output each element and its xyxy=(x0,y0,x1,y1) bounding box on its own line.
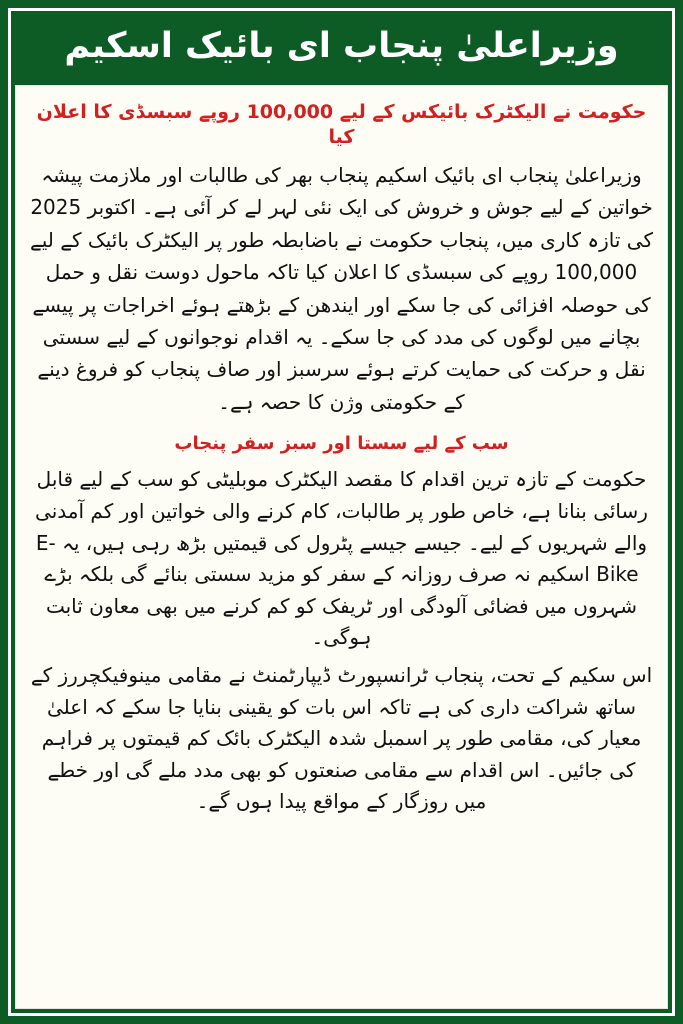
page-title: وزیراعلیٰ پنجاب ای بائیک اسکیم xyxy=(64,26,619,66)
section-paragraph-1: حکومت کے تازہ ترین اقدام کا مقصد الیکٹرک موبلیٹی کو سب کے لیے قابل رسائی بنانا ہے، خاص طور پر طالبات، کام کرنے والی خواتین اور کم آمدنی والے شہریوں کے لیے۔ جیسے جیسے پٹرول کی قیمتیں بڑھ رہی ہیں، یہ E-Bike اسکیم نہ صرف روزانہ کے سفر کو مزید سستی بنائے گی بلکہ بڑے شہروں میں فضائی آلودگی اور ٹریفک کو کم کرنے میں بھی معاون ثابت ہوگی۔ xyxy=(35,467,648,650)
intro-paragraph: وزیراعلیٰ پنجاب ای بائیک اسکیم پنجاب بھر کی طالبات اور ملازمت پیشہ خواتین کے لیے جوش و خروش کی ایک نئی لہر لے کر آئی ہے۔ اکتوبر 2025 کی تازہ کاری میں، پنجاب حکومت نے باضابطہ طور پر الیکٹرک بائیک کے لیے 100,000 روپے کی سبسڈی کا اعلان کیا تاکہ ماحول دوست نقل و حمل کی حوصلہ افزائی کی جا سکے اور ایندھن کے بڑھتے ہوئے اخراجات پر پیسے بچانے میں لوگوں کی مدد کی جا سکے۔ یہ اقدام نوجوانوں کے لیے سستی نقل و حرکت کی حمایت کرتے ہوئے سرسبز اور صاف پنجاب کو فروغ دینے کے حکومتی وژن کا حصہ ہے۔ xyxy=(30,163,653,414)
article-card xyxy=(15,85,668,1009)
highlight-heading: حکومت نے الیکٹرک بائیکس کے لیے 100,000 روپے سبسڈی کا اعلان کیا xyxy=(36,100,647,149)
section-paragraph-2: اس سکیم کے تحت، پنجاب ٹرانسپورٹ ڈیپارٹمنٹ نے مقامی مینوفیکچررز کے ساتھ شراکت داری کی ہے تاکہ اس بات کو یقینی بنایا جا سکے کہ اعلیٰ معیار کی، مقامی طور پر اسمبل شدہ الیکٹرک بائک کم قیمتوں پر فراہم کی جائیں۔ اس اقدام سے مقامی صنعتوں کو بھی مدد ملے گی اور خطے میں روزگار کے مواقع پیدا ہوں گے۔ xyxy=(30,663,653,814)
poster-frame xyxy=(8,8,675,1016)
section-heading: سب کے لیے سستا اور سبز سفر پنجاب xyxy=(174,433,509,455)
title-banner xyxy=(11,11,672,85)
